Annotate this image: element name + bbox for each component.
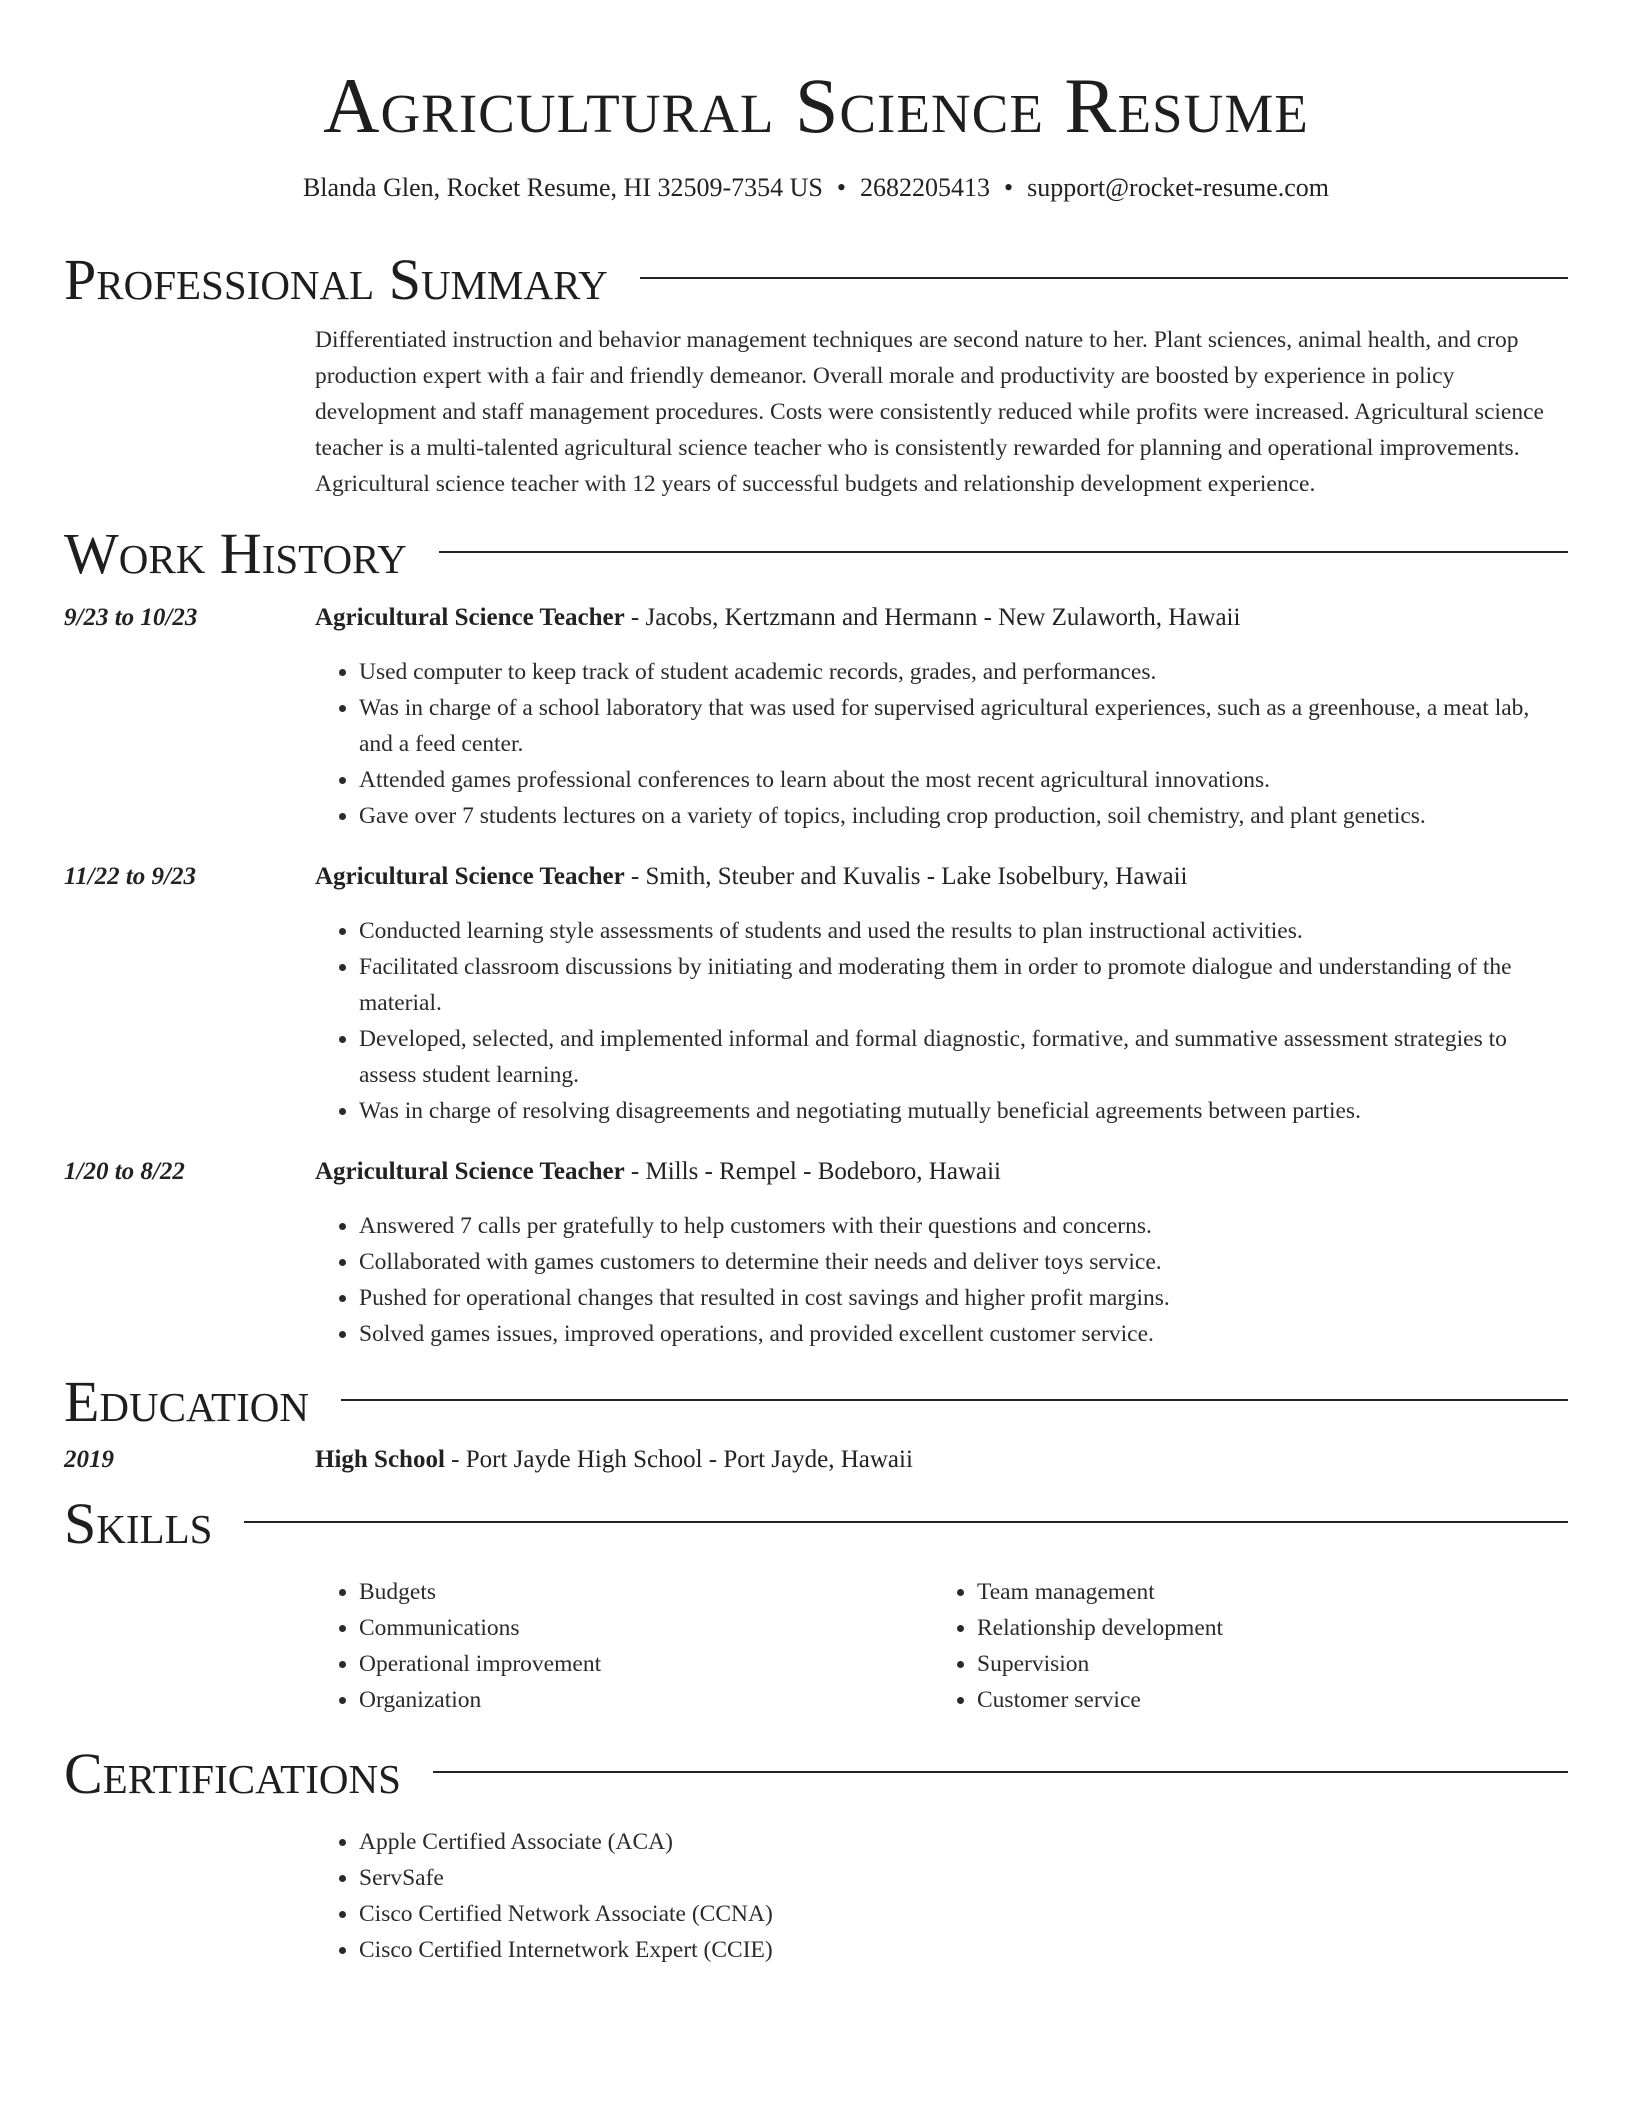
section-divider [244, 1521, 1568, 1523]
certifications-section [64, 1742, 1568, 1968]
section-divider [341, 1399, 1568, 1401]
education-heading-row [64, 1370, 1568, 1434]
job-header [64, 859, 1568, 895]
summary-heading-row [64, 248, 1568, 312]
skills-heading-row [64, 1492, 1568, 1556]
education-degree: High School [315, 1446, 445, 1473]
job-bullet: • Attended games professional conferences to learn about the most recent agricultural innovations. [359, 762, 1568, 798]
certification-item: • Cisco Certified Network Associate (CCNA) [359, 1896, 1568, 1932]
certification-item: • Apple Certified Associate (ACA) [359, 1824, 1568, 1860]
certifications-heading: Certifications [64, 1741, 401, 1806]
contact-line [64, 172, 1568, 204]
job-bullet: • Pushed for operational changes that resulted in cost savings and higher profit margins. [359, 1280, 1568, 1316]
job-bullet: • Collaborated with games customers to determine their needs and deliver toys service. [359, 1244, 1568, 1280]
section-divider [439, 551, 1568, 553]
job-title: Agricultural Science Teacher [315, 604, 625, 631]
contact-address: Blanda Glen, Rocket Resume, HI 32509-7354 US [302, 173, 823, 202]
job-bullets [315, 654, 1568, 834]
skill-item: • Customer service [977, 1682, 1223, 1718]
skill-item: • Team management [977, 1574, 1223, 1610]
contact-separator: • [1004, 173, 1014, 202]
resume-title: Agricultural Science Resume [323, 62, 1309, 149]
section-divider [433, 1771, 1568, 1773]
job-employer: - Mills - Rempel - Bodeboro, Hawaii [624, 1158, 1001, 1185]
work-history-heading: Work History [64, 521, 407, 586]
education-year: 2019 [64, 1446, 114, 1473]
skills-list-left [315, 1574, 933, 1718]
skills-section [64, 1492, 1568, 1718]
job-title-line [315, 600, 1568, 636]
job-header [64, 600, 1568, 636]
skill-item: • Organization [359, 1682, 933, 1718]
skills-grid [315, 1574, 1568, 1718]
education-school: - Port Jayde High School - Port Jayde, Hawaii [444, 1446, 913, 1473]
job-bullets [315, 913, 1568, 1129]
job-bullet: • Answered 7 calls per gratefully to help customers with their questions and concerns. [359, 1208, 1568, 1244]
certifications-list-wrap [315, 1824, 1568, 1968]
certifications-list [315, 1824, 1568, 1968]
job-entry [64, 1154, 1568, 1352]
summary-text: Differentiated instruction and behavior management techniques are second nature to her. Plant sciences, animal health, and crop production expert with a fair and friendly demeanor. Overall morale and productivity are boosted by experience in policy development and staff management procedures. Costs were consistently reduced while profits were increased. Agricultural science teacher is a multi-talented agricultural science teacher who is consistently rewarded for planning and operational improvements. Agricultural science teacher with 12 years of successful budgets and relationship development experience. [315, 327, 1544, 497]
contact-phone: 2682205413 [860, 173, 990, 202]
certification-item: • Cisco Certified Internetwork Expert (CCIE) [359, 1932, 1568, 1968]
job-bullets-wrap [315, 1208, 1568, 1352]
skills-list-right [933, 1574, 1223, 1718]
contact-email: support@rocket-resume.com [1027, 173, 1330, 202]
job-title: Agricultural Science Teacher [315, 863, 625, 890]
job-entry [64, 859, 1568, 1129]
contact-separator: • [836, 173, 846, 202]
job-bullets [315, 1208, 1568, 1352]
resume-page [64, 0, 1568, 1968]
job-bullet: • Used computer to keep track of student academic records, grades, and performances. [359, 654, 1568, 690]
education-line [315, 1442, 1568, 1478]
job-bullet: • Gave over 7 students lectures on a variety of topics, including crop production, soil chemistry, and plant genetics. [359, 798, 1568, 834]
certifications-heading-row [64, 1742, 1568, 1806]
skills-heading: Skills [64, 1491, 213, 1556]
job-title-line [315, 859, 1568, 895]
job-employer: - Smith, Steuber and Kuvalis - Lake Isobelbury, Hawaii [624, 863, 1188, 890]
skill-item: • Operational improvement [359, 1646, 933, 1682]
skill-item: • Communications [359, 1610, 933, 1646]
job-bullet: • Was in charge of resolving disagreements and negotiating mutually beneficial agreements between parties. [359, 1093, 1568, 1129]
job-bullets-wrap [315, 654, 1568, 834]
section-divider [640, 277, 1568, 279]
job-employer: - Jacobs, Kertzmann and Hermann - New Zulaworth, Hawaii [624, 604, 1241, 631]
job-dates: 1/20 to 8/22 [64, 1158, 185, 1185]
work-history-section [64, 522, 1568, 1352]
education-entry [64, 1442, 1568, 1478]
job-title: Agricultural Science Teacher [315, 1158, 625, 1185]
education-heading: Education [64, 1369, 309, 1434]
summary-section [64, 248, 1568, 502]
job-bullet: • Was in charge of a school laboratory that was used for supervised agricultural experiences, such as a greenhouse, a meat lab, and a feed center. [359, 690, 1568, 762]
job-entry [64, 600, 1568, 834]
job-dates: 9/23 to 10/23 [64, 604, 198, 631]
work-heading-row [64, 522, 1568, 586]
job-title-line [315, 1154, 1568, 1190]
skill-item: • Budgets [359, 1574, 933, 1610]
job-header [64, 1154, 1568, 1190]
certification-item: • ServSafe [359, 1860, 1568, 1896]
job-dates: 11/22 to 9/23 [64, 863, 196, 890]
summary-heading: Professional Summary [64, 247, 608, 312]
skill-item: • Relationship development [977, 1610, 1223, 1646]
skill-item: • Supervision [977, 1646, 1223, 1682]
job-bullets-wrap [315, 913, 1568, 1129]
job-bullet: • Solved games issues, improved operations, and provided excellent customer service. [359, 1316, 1568, 1352]
job-bullet: • Developed, selected, and implemented informal and formal diagnostic, formative, and summative assessment strategies to assess student learning. [359, 1021, 1568, 1093]
job-bullet: • Facilitated classroom discussions by initiating and moderating them in order to promote dialogue and understanding of the material. [359, 949, 1568, 1021]
job-bullet: • Conducted learning style assessments of students and used the results to plan instructional activities. [359, 913, 1568, 949]
education-section [64, 1370, 1568, 1478]
